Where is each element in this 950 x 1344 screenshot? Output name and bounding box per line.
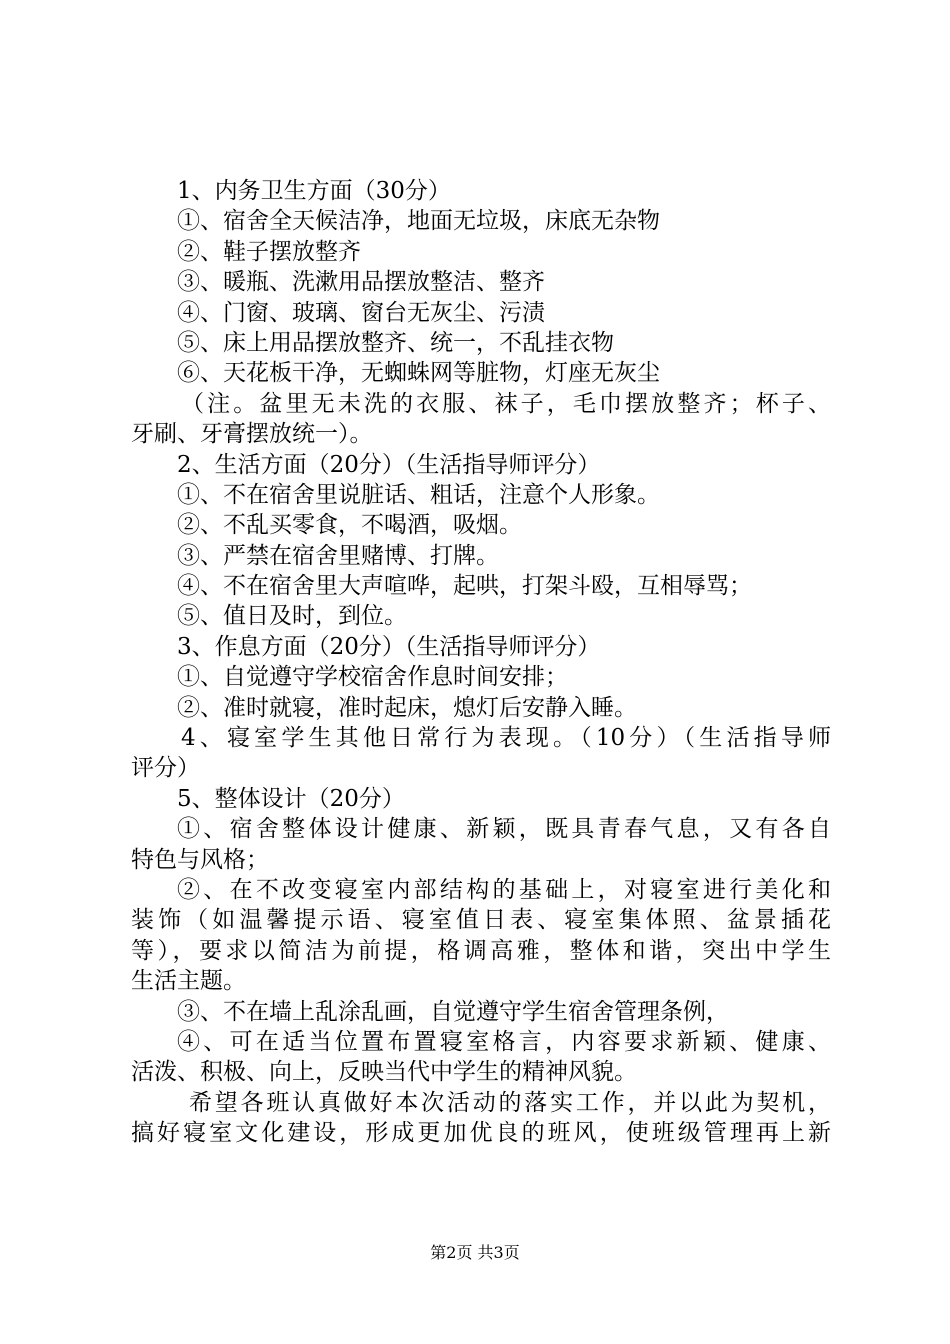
list-item: ①、宿舍全天候洁净，地面无垃圾，床底无杂物 xyxy=(177,208,660,235)
note-line: 牙刷、牙膏摆放统一）。 xyxy=(131,421,373,448)
list-item: ④、门窗、玻璃、窗台无灰尘、污渍 xyxy=(177,299,545,326)
closing-paragraph: 希望各班认真做好本次活动的落实工作，并以此为契机， xyxy=(189,1089,831,1116)
document-body xyxy=(131,176,831,1149)
closing-paragraph-continued: 搞好寝室文化建设，形成更加优良的班风，使班级管理再上新 xyxy=(131,1120,831,1147)
list-item: ⑥、天花板干净，无蜘蛛网等脏物，灯座无灰尘 xyxy=(177,360,660,387)
list-item: ①、自觉遵守学校宿舍作息时间安排； xyxy=(177,664,568,691)
list-item-continued: 生活主题。 xyxy=(131,968,246,995)
list-item: ③、不在墙上乱涂乱画，自觉遵守学生宿舍管理条例， xyxy=(177,998,729,1025)
page-footer: 第2页 共3页 xyxy=(430,1243,520,1262)
section-heading: 2、生活方面（20分）（生活指导师评分） xyxy=(177,451,601,478)
list-item: ④、可在适当位置布置寝室格言，内容要求新颖、健康、 xyxy=(177,1028,831,1055)
list-item-continued: 装饰（如温馨提示语、寝室值日表、寝室集体照、盆景插花 xyxy=(131,907,831,934)
section-heading: 1、内务卫生方面（30分） xyxy=(177,178,451,204)
list-item: ③、严禁在宿舍里赌博、打牌。 xyxy=(177,542,499,569)
list-item: ⑤、值日及时，到位。 xyxy=(177,603,407,630)
list-item: ③、暖瓶、洗漱用品摆放整洁、整齐 xyxy=(177,269,545,296)
section-heading: 4、寝室学生其他日常行为表现。（10分）（生活指导师 xyxy=(181,725,831,752)
list-item: ①、不在宿舍里说脏话、粗话，注意个人形象。 xyxy=(177,481,660,508)
list-item: ①、宿舍整体设计健康、新颖，既具青春气息，又有各自 xyxy=(177,816,831,843)
list-item: ②、鞋子摆放整齐 xyxy=(177,238,361,265)
list-item-continued: 等），要求以简洁为前提，格调高雅，整体和谐，突出中学生 xyxy=(131,937,831,964)
list-item-continued: 特色与风格； xyxy=(131,846,269,873)
list-item: ②、不乱买零食，不喝酒，吸烟。 xyxy=(177,512,522,539)
list-item: ⑤、床上用品摆放整齐、统一，不乱挂衣物 xyxy=(177,329,614,356)
section-heading: 3、作息方面（20分）（生活指导师评分） xyxy=(177,633,601,660)
section-heading: 5、整体设计（20分） xyxy=(177,785,405,812)
list-item-continued: 活泼、积极、向上，反映当代中学生的精神风貌。 xyxy=(131,1059,637,1086)
list-item: ②、准时就寝，准时起床，熄灯后安静入睡。 xyxy=(177,694,637,721)
list-item: ②、在不改变寝室内部结构的基础上，对寝室进行美化和 xyxy=(177,876,831,903)
note-line: （注。盆里无未洗的衣服、袜子，毛巾摆放整齐；杯子、 xyxy=(181,390,831,417)
list-item: ④、不在宿舍里大声喧哗，起哄，打架斗殴，互相辱骂； xyxy=(177,573,752,600)
section-heading-continued: 评分） xyxy=(131,755,200,782)
